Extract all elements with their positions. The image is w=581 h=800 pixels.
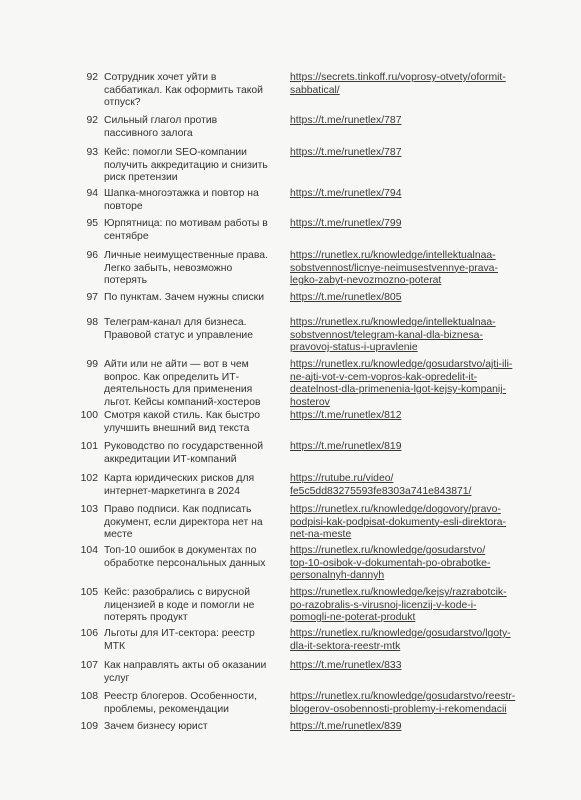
row-link-line[interactable]: https://t.me/runetlex/787 (290, 115, 402, 126)
row-title (104, 691, 278, 716)
row-link[interactable] (290, 115, 528, 128)
row-number: 95 (86, 218, 98, 229)
row-link-line[interactable]: https://runetlex.ru/knowledge/kejsy/razrabotcik- (290, 587, 507, 598)
row-link-line[interactable]: sobstvennost/telegram-kanal-dla-biznesa- (290, 329, 483, 341)
row-title-line: Телеграм-канал для бизнеса. (104, 317, 247, 328)
row-link-line[interactable]: https://runetlex.ru/knowledge/intellektualnaa- (290, 317, 496, 328)
row-link-line[interactable]: https://t.me/runetlex/812 (290, 410, 402, 421)
row-number: 96 (86, 250, 98, 261)
row-link-line[interactable]: deatelnost-dla-primenenia-lgot-kejsy-kompanij- (290, 384, 506, 396)
row-link-line[interactable]: https://runetlex.ru/knowledge/gosudarstvo/ajti-ili- (290, 359, 513, 370)
row-number: 94 (86, 188, 98, 199)
row-link-line[interactable]: https://t.me/runetlex/787 (290, 147, 402, 158)
row-number: 108 (80, 691, 98, 702)
table-row (74, 72, 528, 110)
row-title (104, 147, 278, 185)
table-row (74, 317, 528, 355)
row-link-line[interactable]: https://t.me/runetlex/839 (290, 721, 402, 732)
row-link[interactable] (290, 504, 528, 542)
row-number: 97 (86, 292, 98, 303)
row-title-line: Кейс: разобрались с вирусной (104, 587, 251, 598)
row-link-line[interactable]: legko-zabyt-nevozmozno-poterat (290, 275, 442, 287)
row-title-line: Легко забыть, невозможно (104, 262, 233, 274)
row-number: 92 (86, 115, 98, 126)
row-link[interactable] (290, 660, 528, 673)
row-title-line: обработке персональных данных (104, 557, 266, 569)
row-title-line: потерять (104, 275, 148, 287)
row-title-line: получить аккредитацию и снизить (104, 159, 268, 171)
table-row (74, 721, 528, 734)
row-title-line: отпуск? (104, 97, 141, 109)
row-link[interactable] (290, 72, 528, 97)
row-title (104, 410, 278, 435)
row-title-line: льгот. Кейсы компаний-хостеров (104, 396, 261, 408)
row-title-line: пассивного залога (104, 127, 193, 139)
row-link[interactable] (290, 292, 528, 305)
row-link-line[interactable]: https://runetlex.ru/knowledge/gosudarstvo/reestr- (290, 691, 516, 702)
row-link-line[interactable]: sobstvennost/licnye-neimusestvennye-prava- (290, 262, 498, 274)
row-title-line: Айти или не айти — вот в чем (104, 359, 249, 370)
row-link-line[interactable]: https://t.me/runetlex/833 (290, 660, 402, 671)
row-link[interactable] (290, 188, 528, 201)
table-row (74, 218, 528, 243)
row-link[interactable] (290, 691, 528, 716)
row-title-line: повторе (104, 200, 143, 212)
row-link-line[interactable]: net-na-meste (290, 529, 352, 541)
row-title-line: Сильный глагол против (104, 115, 218, 126)
row-link[interactable] (290, 545, 528, 583)
row-title-line: МТК (104, 640, 126, 652)
row-title (104, 359, 278, 409)
row-link-line[interactable]: top-10-osibok-v-dokumentah-po-obrabotke- (290, 557, 491, 569)
table-row (74, 504, 528, 542)
row-title (104, 317, 278, 342)
row-title-line: месте (104, 529, 133, 541)
row-number: 99 (86, 359, 98, 370)
row-title-line: Право подписи. Как подписать (104, 504, 252, 515)
row-link[interactable] (290, 628, 528, 653)
row-link[interactable] (290, 410, 528, 423)
row-title-line: аккредитации ИТ-компаний (104, 453, 237, 465)
row-title-line: Реестр блогеров. Особенности, (104, 691, 257, 702)
row-number: 101 (80, 441, 98, 452)
row-title-line: Карта юридических рисков для (104, 473, 255, 484)
table-row (74, 660, 528, 685)
row-link[interactable] (290, 473, 528, 498)
row-title (104, 628, 278, 653)
row-link-line[interactable]: fe5c5dd83275593fe8303a741e843871/ (290, 485, 472, 497)
row-title-line: Как направлять акты об оказании (104, 660, 267, 671)
row-link-line[interactable]: sabbatical/ (290, 84, 340, 96)
row-link[interactable] (290, 721, 528, 734)
row-title-line: лицензией в коде и помогли не (104, 599, 255, 611)
row-link-line[interactable]: https://runetlex.ru/knowledge/dogovory/pravo- (290, 504, 501, 515)
row-link-line[interactable]: https://runetlex.ru/knowledge/gosudarstvo/lgoty- (290, 628, 511, 639)
table-row (74, 115, 528, 140)
table-row (74, 691, 528, 716)
table-row (74, 410, 528, 435)
row-title (104, 473, 278, 498)
row-title-line: проблемы, рекомендации (104, 703, 229, 715)
row-title-line: вопрос. Как определить ИТ- (104, 371, 240, 383)
row-link-line[interactable]: podpisi-kak-podpisat-dokumenty-esli-direktora- (290, 516, 506, 528)
row-link-line[interactable]: https://t.me/runetlex/794 (290, 188, 402, 199)
row-link[interactable] (290, 441, 528, 454)
row-title (104, 250, 278, 288)
row-title-line: деятельность для применения (104, 384, 253, 396)
row-title-line: Шапка-многоэтажка и повтор на (104, 188, 259, 199)
table-row (74, 441, 528, 466)
row-link-line[interactable]: ne-ajti-vot-v-cem-vopros-kak-opredelit-it- (290, 371, 478, 383)
row-title-line: Правовой статус и управление (104, 329, 254, 341)
row-link-line[interactable]: po-razobralis-s-virusnoj-licenzij-v-kode-i- (290, 599, 477, 611)
row-title (104, 72, 278, 110)
row-link-line[interactable]: dla-it-sektora-reestr-mtk (290, 640, 401, 652)
row-title-line: Личные неимущественные права. (104, 250, 268, 261)
row-number: 106 (80, 628, 98, 639)
row-number: 98 (86, 317, 98, 328)
row-number: 102 (80, 473, 98, 484)
row-title-line: Кейс: помогли SEO-компании (104, 147, 247, 158)
row-link-line[interactable]: https://t.me/runetlex/819 (290, 441, 402, 452)
table-row (74, 292, 528, 305)
row-title (104, 504, 278, 542)
row-title-line: интернет-маркетинга в 2024 (104, 485, 240, 497)
row-link-line[interactable]: pomogli-ne-poterat-produkt (290, 612, 416, 624)
row-title-line: Сотрудник хочет уйти в (104, 72, 217, 83)
row-title-line: сентябре (104, 230, 149, 242)
table-row (74, 250, 528, 288)
row-link[interactable] (290, 147, 528, 160)
row-title-line: услуг (104, 672, 130, 684)
row-number: 105 (80, 587, 98, 598)
row-title-line: Льготы для ИТ-сектора: реестр (104, 628, 255, 639)
row-link-line[interactable]: blogerov-osobennosti-problemy-i-rekomendacii (290, 703, 507, 715)
row-title (104, 292, 278, 305)
row-link[interactable] (290, 317, 528, 355)
row-link-line[interactable]: https://runetlex.ru/knowledge/intellektualnaa- (290, 250, 496, 261)
row-link-line[interactable]: pravovoj-status-i-upravlenie (290, 342, 418, 354)
row-number: 100 (80, 410, 98, 421)
row-title-line: улучшить внешний вид текста (104, 422, 250, 434)
row-number: 104 (80, 545, 98, 556)
row-title (104, 188, 278, 213)
row-link-line[interactable]: https://secrets.tinkoff.ru/voprosy-otvety/oformit- (290, 72, 506, 83)
row-title-line: Топ-10 ошибок в документах по (104, 545, 257, 556)
row-title-line: Юрпятница: по мотивам работы в (104, 218, 268, 229)
row-link-line[interactable]: https://t.me/runetlex/799 (290, 218, 402, 229)
row-title-line: саббатикал. Как оформить такой (104, 84, 263, 96)
table-row (74, 473, 528, 498)
row-link-line[interactable]: https://runetlex.ru/knowledge/gosudarstvo/ (290, 545, 486, 556)
table-row (74, 545, 528, 583)
table-row (74, 359, 528, 409)
row-number: 107 (80, 660, 98, 671)
row-number: 93 (86, 147, 98, 158)
row-title-line: Смотря какой стиль. Как быстро (104, 410, 261, 421)
row-title-line: потерять продукт (104, 612, 188, 624)
row-title-line: документ, если директора нет на (104, 516, 263, 528)
row-link-line[interactable]: personalnyh-dannyh (290, 570, 385, 582)
row-title (104, 441, 278, 466)
row-title (104, 660, 278, 685)
row-link[interactable] (290, 250, 528, 288)
row-title (104, 218, 278, 243)
row-link[interactable] (290, 587, 528, 625)
row-number: 109 (80, 721, 98, 732)
row-title-line: Зачем бизнесу юрист (104, 721, 208, 732)
row-title (104, 545, 278, 570)
row-title (104, 721, 278, 734)
row-link-line[interactable]: https://rutube.ru/video/ (290, 473, 394, 484)
table-row (74, 147, 528, 185)
row-title (104, 115, 278, 140)
table-row (74, 628, 528, 653)
row-number: 103 (80, 504, 98, 515)
row-title-line: По пунктам. Зачем нужны списки (104, 292, 265, 303)
row-title-line: риск претензии (104, 172, 178, 184)
table-row (74, 188, 528, 213)
row-title (104, 587, 278, 625)
table-row (74, 587, 528, 625)
row-number: 92 (86, 72, 98, 83)
row-link-line[interactable]: https://t.me/runetlex/805 (290, 292, 402, 303)
row-link-line[interactable]: hosterov (290, 396, 330, 408)
row-link[interactable] (290, 359, 528, 409)
row-link[interactable] (290, 218, 528, 231)
row-title-line: Руководство по государственной (104, 441, 264, 452)
